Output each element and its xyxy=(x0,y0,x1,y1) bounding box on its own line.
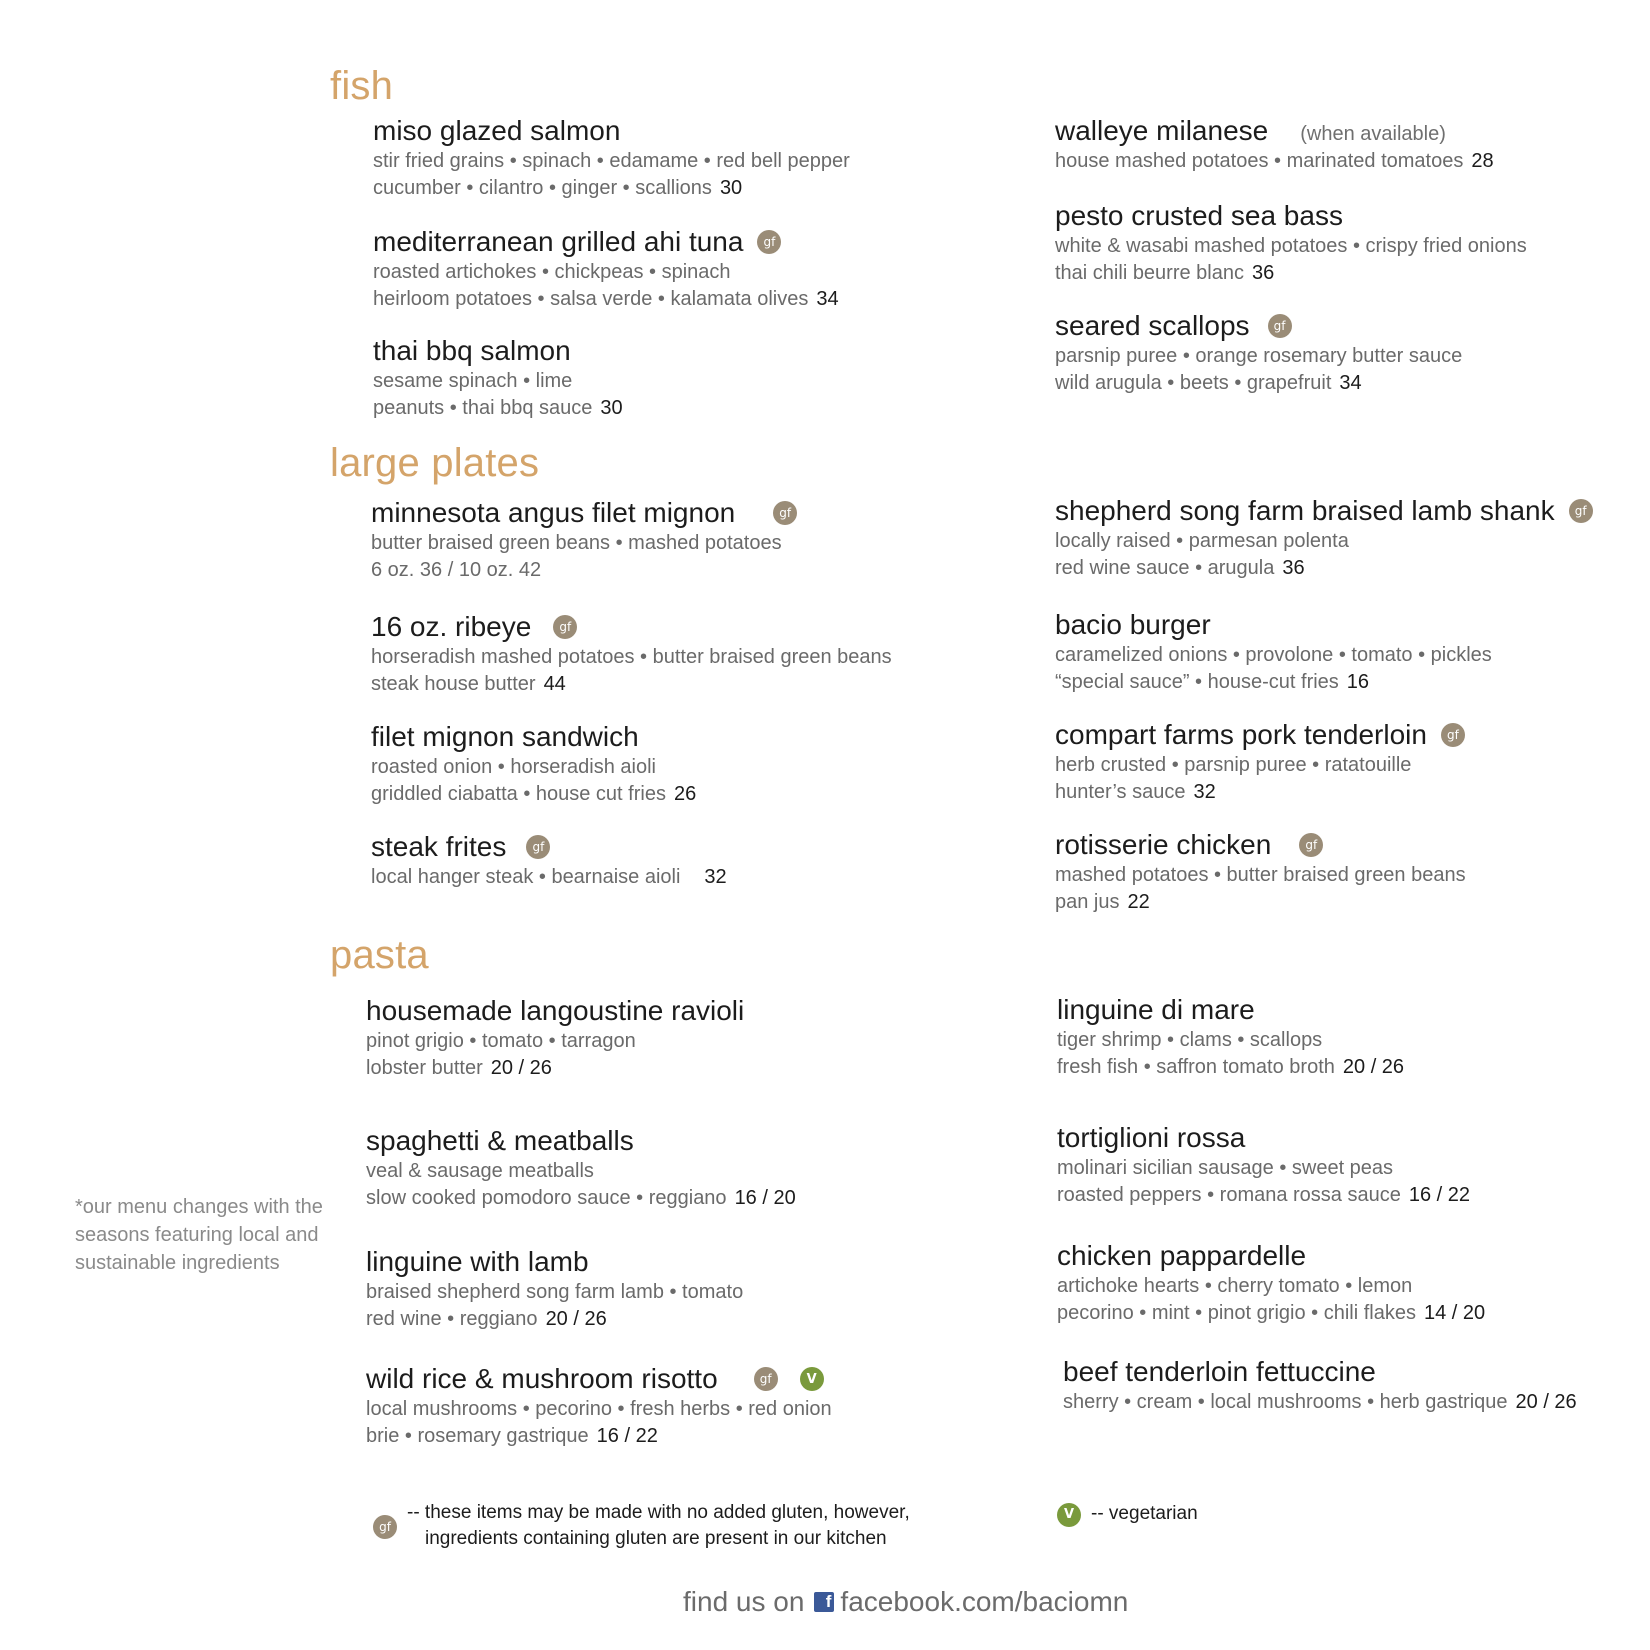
gluten-free-badge-icon: gf xyxy=(1268,314,1292,338)
gluten-free-badge-icon: gf xyxy=(526,835,550,859)
menu-item-chicken-pappardelle xyxy=(1057,1239,1485,1327)
item-description: griddled ciabatta • house cut fries xyxy=(371,783,666,805)
item-name: seared scallops xyxy=(1055,310,1250,341)
item-description: molinari sicilian sausage • sweet peas xyxy=(1057,1157,1394,1179)
vegetarian-badge-icon: V xyxy=(1057,1503,1081,1527)
facebook-icon[interactable]: f xyxy=(814,1592,834,1612)
menu-item-minnesota-angus-filet-mignon xyxy=(371,496,797,584)
legend-gluten-free-text: -- these items may be made with no added gluten, however, xyxy=(407,1502,910,1523)
item-description: roasted peppers • romana rossa sauce xyxy=(1057,1184,1401,1206)
item-name: housemade langoustine ravioli xyxy=(366,995,745,1026)
item-name: mediterranean grilled ahi tuna xyxy=(373,226,744,257)
menu-item-beef-tenderloin-fettuccine xyxy=(1063,1355,1577,1416)
item-description: braised shepherd song farm lamb • tomato xyxy=(366,1281,744,1303)
item-description: thai chili beurre blanc xyxy=(1055,262,1244,284)
gluten-free-badge-icon: gf xyxy=(754,1367,778,1391)
menu-item-mediterranean-grilled-ahi-tuna xyxy=(373,225,839,313)
item-description: roasted artichokes • chickpeas • spinach xyxy=(373,261,731,283)
item-description: pinot grigio • tomato • tarragon xyxy=(366,1030,636,1052)
item-description: tiger shrimp • clams • scallops xyxy=(1057,1029,1323,1051)
item-name: beef tenderloin fettuccine xyxy=(1063,1356,1376,1387)
availability-note: (when available) xyxy=(1300,123,1446,145)
gluten-free-badge-icon: gf xyxy=(757,230,781,254)
item-price: 16 / 20 xyxy=(734,1187,796,1209)
item-price: 20 / 26 xyxy=(490,1057,552,1079)
item-price: 36 xyxy=(1282,557,1305,579)
item-name: walleye milanese xyxy=(1055,115,1269,146)
item-description: veal & sausage meatballs xyxy=(366,1160,594,1182)
item-description: white & wasabi mashed potatoes • crispy fried onions xyxy=(1055,235,1527,257)
item-description: parsnip puree • orange rosemary butter sauce xyxy=(1055,345,1463,367)
item-description: herb crusted • parsnip puree • ratatouille xyxy=(1055,754,1412,776)
gluten-free-badge-icon: gf xyxy=(1569,499,1593,523)
menu-item-16oz-ribeye xyxy=(371,610,892,698)
item-description: stir fried grains • spinach • edamame • red bell pepper xyxy=(373,150,850,172)
menu-item-langoustine-ravioli xyxy=(366,994,744,1082)
item-description: heirloom potatoes • salsa verde • kalamata olives xyxy=(373,288,809,310)
item-price: 16 xyxy=(1346,671,1370,693)
item-price: 44 xyxy=(543,673,566,695)
item-description: red wine • reggiano xyxy=(366,1308,538,1330)
menu-item-bacio-burger xyxy=(1055,608,1492,696)
item-price: 30 xyxy=(719,177,743,199)
menu-item-rotisserie-chicken xyxy=(1055,828,1466,916)
section-title-pasta: pasta xyxy=(330,933,429,977)
item-description: locally raised • parmesan polenta xyxy=(1055,530,1349,552)
item-description: red wine sauce • arugula xyxy=(1055,557,1275,579)
menu-item-thai-bbq-salmon xyxy=(373,334,623,422)
item-price: 32 xyxy=(704,866,727,888)
item-price: 36 xyxy=(1252,262,1275,284)
item-description: peanuts • thai bbq sauce xyxy=(373,397,593,419)
item-price-options: 6 oz. 36 / 10 oz. 42 xyxy=(371,559,542,581)
item-name: steak frites xyxy=(371,831,507,862)
item-description: wild arugula • beets • grapefruit xyxy=(1055,372,1332,394)
item-description: fresh fish • saffron tomato broth xyxy=(1057,1056,1335,1078)
menu-item-linguine-di-mare xyxy=(1057,993,1404,1081)
menu-item-braised-lamb-shank xyxy=(1055,494,1593,582)
item-description: steak house butter xyxy=(371,673,536,695)
item-price: 20 / 26 xyxy=(545,1308,607,1330)
menu-item-steak-frites xyxy=(371,830,727,891)
item-name: 16 oz. ribeye xyxy=(371,611,532,642)
item-description: local hanger steak • bearnaise aioli xyxy=(371,866,681,888)
item-description: cucumber • cilantro • ginger • scallions xyxy=(373,177,712,199)
item-price: 20 / 26 xyxy=(1342,1056,1405,1078)
item-name: wild rice & mushroom risotto xyxy=(366,1363,718,1394)
legend-vegetarian xyxy=(1057,1501,1198,1527)
item-description: roasted onion • horseradish aioli xyxy=(371,756,656,778)
gluten-free-badge-icon: gf xyxy=(1299,833,1323,857)
menu-item-filet-mignon-sandwich xyxy=(371,720,696,808)
seasonal-menu-note: *our menu changes with the seasons featuring local and sustainable ingredients xyxy=(75,1196,323,1274)
item-description: pan jus xyxy=(1055,891,1120,913)
facebook-link[interactable]: facebook.com/baciomn xyxy=(840,1586,1129,1617)
item-price: 16 / 22 xyxy=(1408,1184,1471,1206)
item-description: sherry • cream • local mushrooms • herb gastrique xyxy=(1063,1391,1508,1413)
item-name: compart farms pork tenderloin xyxy=(1055,719,1427,750)
item-name: bacio burger xyxy=(1055,609,1211,640)
item-description: “special sauce” • house-cut fries xyxy=(1055,671,1339,693)
menu-item-pesto-crusted-sea-bass xyxy=(1055,199,1527,287)
item-price: 14 / 20 xyxy=(1423,1302,1486,1324)
item-price: 16 / 22 xyxy=(596,1425,658,1447)
item-name: tortiglioni rossa xyxy=(1057,1122,1246,1153)
menu-item-miso-glazed-salmon xyxy=(373,114,850,202)
item-description: hunter’s sauce xyxy=(1055,781,1186,803)
footer-prefix: find us on xyxy=(683,1586,805,1617)
item-name: chicken pappardelle xyxy=(1057,1240,1307,1271)
menu-item-wild-rice-mushroom-risotto xyxy=(366,1362,832,1450)
item-name: rotisserie chicken xyxy=(1055,829,1272,860)
item-price: 34 xyxy=(816,288,839,310)
item-description: sesame spinach • lime xyxy=(373,370,573,392)
gluten-free-badge-icon: gf xyxy=(373,1515,397,1539)
item-description: lobster butter xyxy=(366,1057,483,1079)
item-price: 26 xyxy=(673,783,697,805)
item-description: mashed potatoes • butter braised green beans xyxy=(1055,864,1466,886)
item-price: 32 xyxy=(1193,781,1216,803)
item-description: local mushrooms • pecorino • fresh herbs • red onion xyxy=(366,1398,832,1420)
item-price: 30 xyxy=(600,397,623,419)
menu-item-walleye-milanese xyxy=(1055,114,1494,175)
item-name: thai bbq salmon xyxy=(373,335,571,366)
item-description: artichoke hearts • cherry tomato • lemon xyxy=(1057,1275,1413,1297)
gluten-free-badge-icon: gf xyxy=(553,615,577,639)
item-description: horseradish mashed potatoes • butter braised green beans xyxy=(371,646,892,668)
item-description: caramelized onions • provolone • tomato • pickles xyxy=(1055,644,1492,666)
menu-item-spaghetti-meatballs xyxy=(366,1124,796,1212)
item-name: pesto crusted sea bass xyxy=(1055,200,1343,231)
item-name: spaghetti & meatballs xyxy=(366,1125,634,1156)
gluten-free-badge-icon: gf xyxy=(773,501,797,525)
section-title-large-plates: large plates xyxy=(330,441,540,485)
item-price: 20 / 26 xyxy=(1515,1391,1577,1413)
menu-item-compart-farms-pork-tenderloin xyxy=(1055,718,1465,806)
menu-item-seared-scallops xyxy=(1055,309,1462,397)
item-name: miso glazed salmon xyxy=(373,115,621,146)
item-description: slow cooked pomodoro sauce • reggiano xyxy=(366,1187,727,1209)
vegetarian-badge-icon: V xyxy=(800,1367,824,1391)
legend-gluten-free xyxy=(373,1500,910,1552)
section-title-fish: fish xyxy=(330,64,394,108)
menu-item-linguine-with-lamb xyxy=(366,1245,743,1333)
item-description: brie • rosemary gastrique xyxy=(366,1425,589,1447)
item-description: house mashed potatoes • marinated tomatoes xyxy=(1055,150,1464,172)
item-price: 34 xyxy=(1339,372,1362,394)
item-price: 28 xyxy=(1471,150,1494,172)
menu-item-tortiglioni-rossa xyxy=(1057,1121,1470,1209)
item-name: linguine with lamb xyxy=(366,1246,589,1277)
item-description: pecorino • mint • pinot grigio • chili flakes xyxy=(1057,1302,1416,1324)
legend-vegetarian-text: -- vegetarian xyxy=(1091,1503,1198,1524)
gluten-free-badge-icon: gf xyxy=(1441,723,1465,747)
item-name: filet mignon sandwich xyxy=(371,721,639,752)
footer-social xyxy=(683,1586,1128,1618)
item-name: minnesota angus filet mignon xyxy=(371,497,736,528)
item-name: linguine di mare xyxy=(1057,994,1255,1025)
item-price: 22 xyxy=(1127,891,1150,913)
legend-gluten-free-text: ingredients containing gluten are present in our kitchen xyxy=(425,1528,887,1549)
item-description: butter braised green beans • mashed potatoes xyxy=(371,532,782,554)
item-name: shepherd song farm braised lamb shank xyxy=(1055,495,1555,526)
